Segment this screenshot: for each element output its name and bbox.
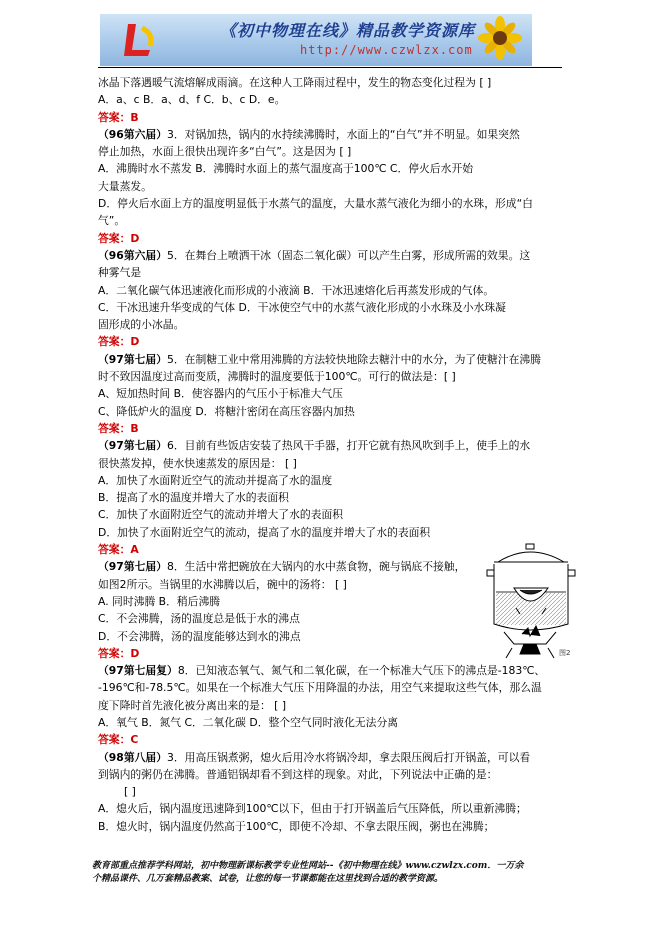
text-line: D．加快了水面附近空气的流动，提高了水的温度并增大了水的表面积 bbox=[98, 525, 431, 539]
question-line bbox=[98, 247, 568, 264]
text-line: 如图2所示。当锅里的水沸腾以后，碗中的汤将： [ ] bbox=[98, 577, 347, 591]
text-line: -196℃和-78.5℃。如果在一个标准大气压下用降温的办法，用空气来提取这些气体，那么温 bbox=[98, 681, 542, 695]
question-text: 3．用高压锅煮粥，熄火后用冷水将锅冷却，拿去限压阀后打开锅盖，可以看 bbox=[167, 750, 531, 764]
question-line bbox=[98, 662, 568, 679]
text-line: A．熄火后，锅内温度迅速降到100℃以下，但由于打开锅盖后气压降低，所以重新沸腾； bbox=[98, 802, 527, 816]
question-source-tag: （97第七届） bbox=[98, 352, 168, 366]
question-text: 3．对锅加热，锅内的水持续沸腾时，水面上的“白气”并不明显。如果突然 bbox=[167, 127, 520, 141]
text-line: A. 同时沸腾 B．稍后沸腾 bbox=[98, 594, 221, 608]
document-body bbox=[98, 74, 571, 835]
question-line bbox=[98, 749, 568, 766]
text-line: A．沸腾时水不蒸发 B．沸腾时水面上的蒸气温度高于100℃ C．停火后水开始 bbox=[98, 162, 474, 176]
answer-line: 答案：B bbox=[98, 110, 139, 124]
header-banner bbox=[100, 14, 532, 66]
text-line: 种雾气是 bbox=[98, 266, 142, 280]
question-line bbox=[98, 437, 568, 454]
answer-line: 答案：B bbox=[98, 421, 139, 435]
question-text: 5．在舞台上喷洒干冰（固态二氧化碳）可以产生白雾，形成所需的效果。这 bbox=[167, 248, 531, 262]
text-line: 固形成的小冰晶。 bbox=[98, 318, 185, 332]
site-title: 《初中物理在线》精品教学资源库 bbox=[220, 21, 476, 40]
answer-line: 答案：A bbox=[98, 543, 139, 557]
question-text: 5．在制糖工业中常用沸腾的方法较快地除去糖汁中的水分，为了使糖汁在沸腾 bbox=[167, 352, 541, 366]
text-line: 度下降时首先液化被分离出来的是： [ ] bbox=[98, 698, 287, 712]
text-line: C．干冰迅速升华变成的气体 D．干冰使空气中的水蒸气液化形成的小水珠及小水珠凝 bbox=[98, 300, 506, 314]
footer-line: 教育部重点推荐学科网站，初中物理新课标教学专业性网站--《初中物理在线》www.czwlzx.com．一万余 bbox=[92, 861, 524, 871]
text-line: [ ] bbox=[124, 785, 136, 799]
site-url[interactable]: http://www.czwlzx.com bbox=[300, 43, 473, 57]
text-line: B．熄火时，锅内温度仍然高于100℃，即使不冷却、不拿去限压阀，粥也在沸腾； bbox=[98, 819, 495, 833]
text-line: 冰晶下落遇暖气流熔解成雨滴。在这种人工降雨过程中，发生的物态变化过程为 [ ] bbox=[98, 76, 492, 89]
text-line: A．加快了水面附近空气的流动并提高了水的温度 bbox=[98, 473, 333, 487]
answer-line: 答案：D bbox=[98, 335, 140, 349]
question-source-tag: （96第六届） bbox=[98, 127, 168, 141]
text-line: 很快蒸发掉，使水快速蒸发的原因是： [ ] bbox=[98, 456, 297, 470]
question-text: 8．生活中常把碗放在大锅内的水中蒸食物，碗与锅底不接触， bbox=[167, 560, 466, 574]
text-line: C．不会沸腾，汤的温度总是低于水的沸点 bbox=[98, 612, 300, 626]
page-footer bbox=[92, 860, 572, 886]
footer-line: 个精品课件、几万套精品教案、试卷，让您的每一节课都能在这里找到合适的教学资源。 bbox=[92, 874, 444, 884]
pot-steaming-figure bbox=[484, 540, 576, 662]
text-line: A、短加热时间 B．使容器内的气压小于标准大气压 bbox=[98, 387, 343, 401]
text-line: A．二氧化碳气体迅速液化而形成的小液滴 B．干冰迅速熔化后再蒸发形成的气体。 bbox=[98, 283, 495, 297]
text-line: D．不会沸腾，汤的温度能够达到水的沸点 bbox=[98, 629, 301, 643]
text-line: A．氧气 B．氮气 C．二氧化碳 D．整个空气同时液化无法分离 bbox=[98, 715, 399, 729]
question-source-tag: （97第七届） bbox=[98, 439, 168, 453]
question-source-tag: （97第七届复） bbox=[98, 664, 178, 678]
question-source-tag: （97第七届） bbox=[98, 560, 168, 574]
sunflower-icon bbox=[470, 16, 526, 64]
header-rule bbox=[98, 67, 562, 68]
text-line: 气”。 bbox=[98, 214, 126, 228]
text-line: A．a、c B．a、d、f C．b、c D．e。 bbox=[98, 93, 286, 107]
question-line bbox=[98, 351, 568, 368]
text-line: 大量蒸发。 bbox=[98, 179, 152, 193]
question-text: 6．目前有些饭店安装了热风干手器，打开它就有热风吹到手上，使手上的水 bbox=[167, 439, 531, 453]
text-line: B．提高了水的温度并增大了水的表面积 bbox=[98, 491, 289, 505]
question-source-tag: （98第八届） bbox=[98, 750, 168, 764]
answer-line: 答案：D bbox=[98, 646, 140, 660]
question-line bbox=[98, 126, 568, 143]
text-line: 到锅内的粥仍在沸腾。普通铝锅却看不到这样的现象。对此，下列说法中正确的是： bbox=[98, 767, 498, 781]
text-line: C．加快了水面附近空气的流动并增大了水的表面积 bbox=[98, 508, 344, 522]
figure-label: 图2 bbox=[559, 649, 571, 657]
answer-line: 答案：C bbox=[98, 733, 139, 747]
question-source-tag: （96第六届） bbox=[98, 248, 168, 262]
text-line: D．停火后水面上方的温度明显低于水蒸气的温度，大量水蒸气液化为细小的水珠，形成“白 bbox=[98, 197, 533, 211]
text-line: 停止加热，水面上很快出现许多“白气”。这是因为 [ ] bbox=[98, 145, 352, 159]
question-text: 8．已知液态氧气、氮气和二氧化碳，在一个标准大气压下的沸点是-183℃、 bbox=[177, 664, 546, 678]
text-line: C、降低炉火的温度 D．将糖汁密闭在高压容器内加热 bbox=[98, 404, 355, 418]
text-line: 时不致因温度过高而变质，沸腾时的温度要低于100℃。可行的做法是：[ ] bbox=[98, 370, 456, 384]
site-logo bbox=[120, 20, 160, 60]
answer-line: 答案：D bbox=[98, 231, 140, 245]
